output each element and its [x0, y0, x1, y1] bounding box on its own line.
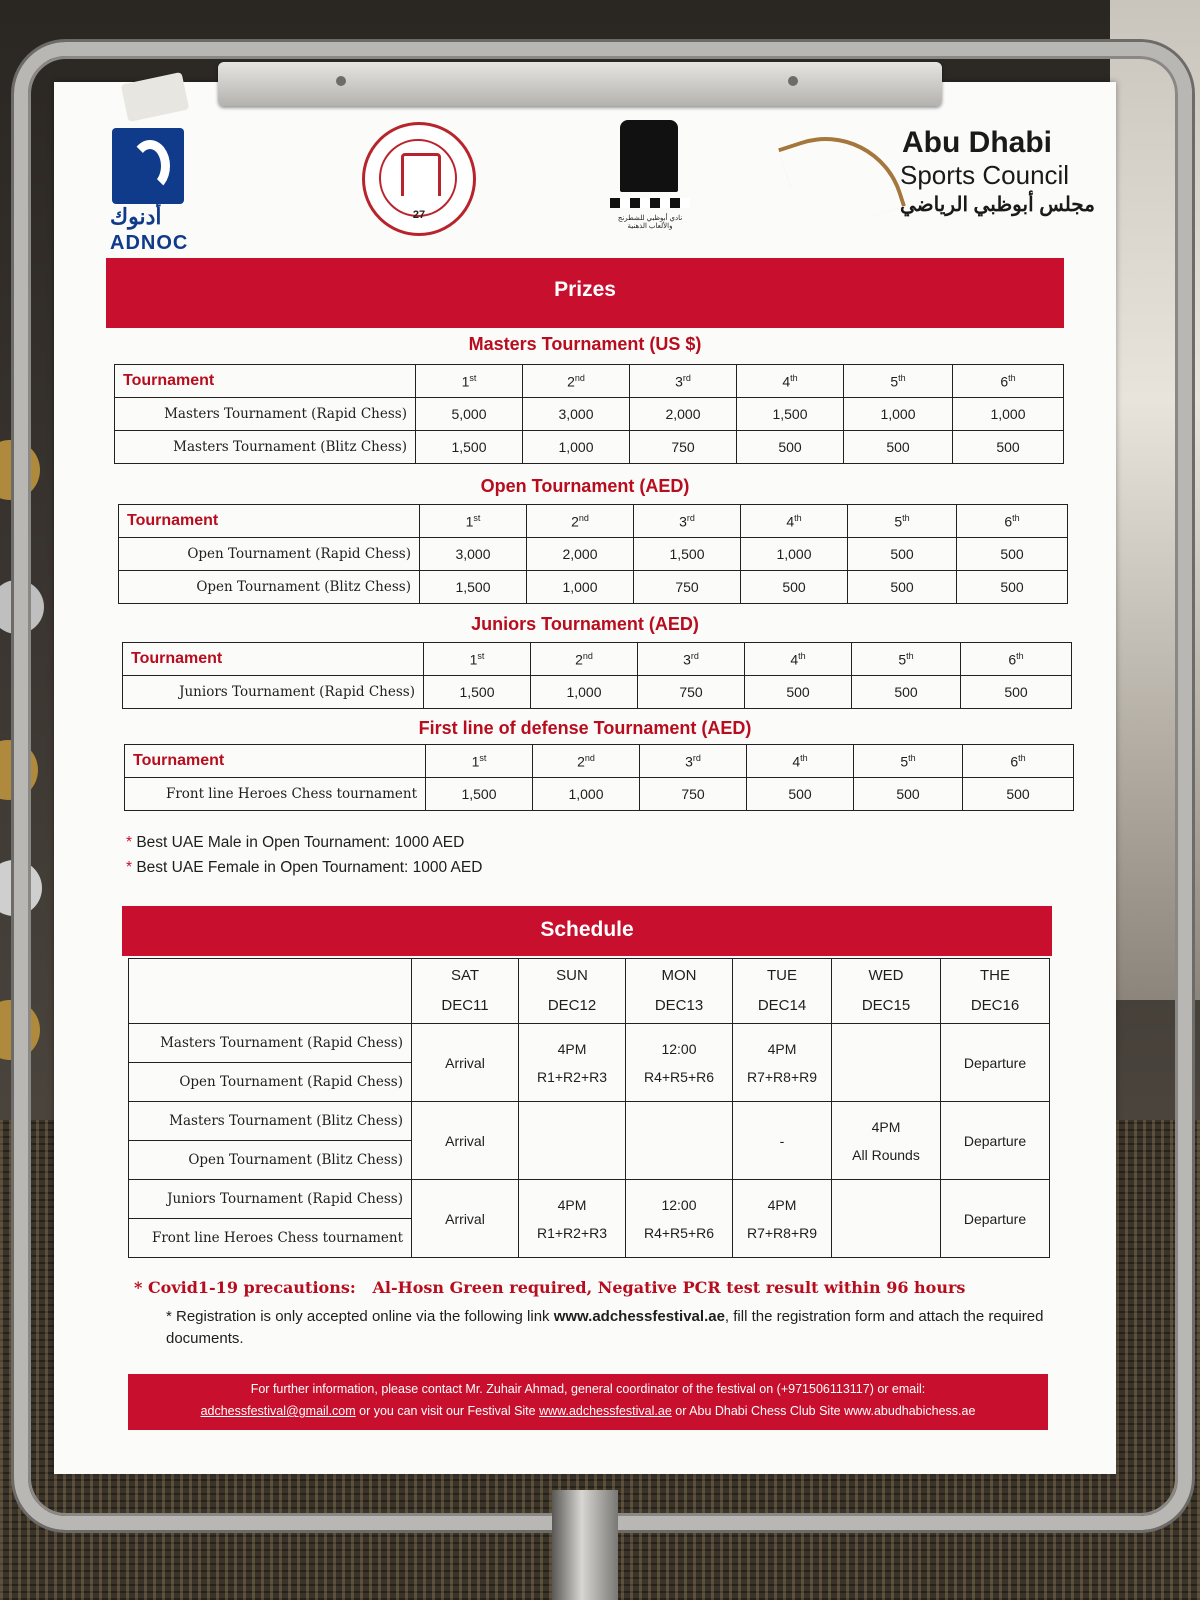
table-row: [125, 778, 1074, 811]
prize-amount: 500: [961, 676, 1072, 709]
contact-footer: [128, 1374, 1048, 1430]
schedule-cell: 4PM All Rounds: [832, 1102, 941, 1180]
prize-amount: 1,000: [531, 676, 638, 709]
place-header: 3rd: [638, 643, 745, 676]
prize-amount: 750: [640, 778, 747, 811]
day-header: TUE DEC14: [733, 959, 832, 1024]
prize-amount: 1,000: [527, 571, 634, 604]
prize-amount: 750: [634, 571, 741, 604]
schedule-cell: 12:00 R4+R5+R6: [626, 1024, 733, 1102]
prize-amount: 1,500: [737, 398, 844, 431]
schedule-cell: 4PM R1+R2+R3: [519, 1180, 626, 1258]
prize-table: [124, 744, 1074, 811]
prize-amount: 1,500: [416, 431, 523, 464]
row-label: Front line Heroes Chess tournament: [125, 778, 426, 811]
schedule-cell: [832, 1180, 941, 1258]
tournament-column-header: Tournament: [119, 505, 420, 538]
schedule-cell: [519, 1102, 626, 1180]
prize-table-title: Open Tournament (AED): [480, 476, 690, 496]
place-header: 5th: [844, 365, 953, 398]
prizes-header: Prizes: [106, 258, 1064, 328]
schedule-cell: Departure: [941, 1024, 1050, 1102]
schedule-cell: Departure: [941, 1180, 1050, 1258]
schedule-cell: Arrival: [412, 1102, 519, 1180]
prize-amount: 3,000: [420, 538, 527, 571]
schedule-cell: 4PM R1+R2+R3: [519, 1024, 626, 1102]
tournament-column-header: Tournament: [123, 643, 424, 676]
table-row: [129, 1102, 1050, 1141]
row-label: Juniors Tournament (Rapid Chess): [123, 676, 424, 709]
schedule-row-label: Open Tournament (Blitz Chess): [129, 1141, 412, 1180]
place-header: 2nd: [533, 745, 640, 778]
prize-header-row: [119, 505, 1068, 538]
place-header: 3rd: [630, 365, 737, 398]
prize-amount: 500: [747, 778, 854, 811]
prize-table-title: Juniors Tournament (AED): [471, 614, 699, 634]
place-header: 5th: [852, 643, 961, 676]
place-header: 1st: [416, 365, 523, 398]
covid-notice: [134, 1278, 965, 1297]
day-header: THE DEC16: [941, 959, 1050, 1024]
place-header: 2nd: [527, 505, 634, 538]
prize-table: [122, 642, 1072, 709]
place-header: 4th: [745, 643, 852, 676]
tournament-column-header: Tournament: [115, 365, 416, 398]
prize-amount: 1,000: [533, 778, 640, 811]
table-row: [119, 571, 1068, 604]
prize-amount: 2,000: [630, 398, 737, 431]
schedule-row-label: Masters Tournament (Blitz Chess): [129, 1102, 412, 1141]
place-header: 2nd: [523, 365, 630, 398]
prize-amount: 1,500: [420, 571, 527, 604]
row-label: Masters Tournament (Blitz Chess): [115, 431, 416, 464]
prize-amount: 500: [953, 431, 1064, 464]
place-header: 4th: [747, 745, 854, 778]
sports-council-subtitle: Sports Council: [900, 160, 1070, 190]
sports-council-title: Abu Dhabi: [902, 126, 1052, 159]
prize-amount: 750: [638, 676, 745, 709]
place-header: 6th: [957, 505, 1068, 538]
place-header: 2nd: [531, 643, 638, 676]
row-label: Open Tournament (Blitz Chess): [119, 571, 420, 604]
covid-label: * Covid1-19 precautions:: [134, 1278, 356, 1297]
schedule-row-label: Open Tournament (Rapid Chess): [129, 1063, 412, 1102]
prize-amount: 500: [957, 538, 1068, 571]
prize-header-row: [125, 745, 1074, 778]
adnoc-arabic: أدنوك: [110, 204, 162, 229]
table-row: [129, 1024, 1050, 1063]
chess-club-caption: نادي أبوظبي للشطرنج والألعاب الذهنية: [617, 215, 683, 230]
note-male: * Best UAE Male in Open Tournament: 1000 AED: [126, 834, 465, 851]
place-header: 3rd: [634, 505, 741, 538]
prize-amount: 500: [844, 431, 953, 464]
prize-amount: 500: [848, 538, 957, 571]
schedule-row-label: Masters Tournament (Rapid Chess): [129, 1024, 412, 1063]
sign-stand-pole: [552, 1490, 618, 1600]
footer-line1: For further information, please contact Mr. Zuhair Ahmad, general coordinator of the festival on (+971506113117) or email:: [250, 1382, 926, 1396]
schedule-row-label: Juniors Tournament (Rapid Chess): [129, 1180, 412, 1219]
place-header: 6th: [953, 365, 1064, 398]
tournament-column-header: Tournament: [125, 745, 426, 778]
prize-amount: 500: [745, 676, 852, 709]
place-header: 5th: [854, 745, 963, 778]
swoosh-icon: [778, 116, 906, 238]
prize-amount: 3,000: [523, 398, 630, 431]
schedule-row-label: Front line Heroes Chess tournament: [129, 1219, 412, 1258]
schedule-table: [128, 958, 1050, 1258]
adnoc-wordmark: ADNOC: [110, 232, 189, 254]
prize-amount: 500: [852, 676, 961, 709]
prize-amount: 500: [741, 571, 848, 604]
prize-header-row: [115, 365, 1064, 398]
prize-amount: 1,000: [953, 398, 1064, 431]
covid-text: Al-Hosn Green required, Negative PCR test result within 96 hours: [372, 1278, 966, 1297]
schedule-cell: 4PM R7+R8+R9: [733, 1180, 832, 1258]
day-header: MON DEC13: [626, 959, 733, 1024]
prize-amount: 2,000: [527, 538, 634, 571]
prize-table-title: First line of defense Tournament (AED): [418, 718, 752, 738]
registration-link[interactable]: www.adchessfestival.ae: [553, 1308, 725, 1325]
prize-table: [114, 364, 1064, 464]
poster: [54, 82, 1116, 1474]
place-header: 5th: [848, 505, 957, 538]
prize-amount: 1,000: [844, 398, 953, 431]
footer-line2: adchessfestival@gmail.com or you can visit our Festival Site www.adchessfestival.ae or Abu Dhabi Chess Club Site www.abudhabichess.ae: [200, 1404, 976, 1418]
row-label: Masters Tournament (Rapid Chess): [115, 398, 416, 431]
registration-note: * Registration is only accepted online via the following link www.adchessfestival.ae, fill the registration form and attach the required documents.: [166, 1308, 1044, 1347]
place-header: 1st: [420, 505, 527, 538]
prize-amount: 5,000: [416, 398, 523, 431]
prize-amount: 750: [630, 431, 737, 464]
place-header: 3rd: [640, 745, 747, 778]
schedule-cell: 4PM R7+R8+R9: [733, 1024, 832, 1102]
schedule-cell: -: [733, 1102, 832, 1180]
schedule-header-row: [129, 959, 1050, 1024]
place-header: 6th: [961, 643, 1072, 676]
prize-amount: 500: [957, 571, 1068, 604]
empty-corner-cell: [129, 959, 412, 1024]
table-row: [123, 676, 1072, 709]
festival-number: 27: [412, 209, 426, 221]
schedule-cell: [832, 1024, 941, 1102]
day-header: WED DEC15: [832, 959, 941, 1024]
chess-festival-seal: [362, 122, 476, 236]
place-header: 6th: [963, 745, 1074, 778]
prize-amount: 1,500: [426, 778, 533, 811]
chess-club-logo: [610, 118, 690, 236]
prize-amount: 1,500: [634, 538, 741, 571]
sports-council-arabic: مجلس أبوظبي الرياضي: [900, 194, 1095, 216]
prize-amount: 1,500: [424, 676, 531, 709]
place-header: 4th: [741, 505, 848, 538]
table-row: [115, 398, 1064, 431]
schedule-cell: [626, 1102, 733, 1180]
rook-icon: [620, 120, 678, 192]
prize-amount: 1,000: [741, 538, 848, 571]
schedule-cell: Departure: [941, 1102, 1050, 1180]
day-header: SUN DEC12: [519, 959, 626, 1024]
table-row: [119, 538, 1068, 571]
table-row: [115, 431, 1064, 464]
prize-table: [118, 504, 1068, 604]
prize-amount: 1,000: [523, 431, 630, 464]
prize-amount: 500: [737, 431, 844, 464]
place-header: 4th: [737, 365, 844, 398]
prize-table-title: Masters Tournament (US $): [468, 334, 702, 354]
footer-site-link[interactable]: www.adchessfestival.ae: [539, 1404, 672, 1418]
prize-amount: 500: [848, 571, 957, 604]
top-clip: [218, 62, 942, 106]
row-label: Open Tournament (Rapid Chess): [119, 538, 420, 571]
prize-amount: 500: [854, 778, 963, 811]
footer-email-link[interactable]: adchessfestival@gmail.com: [200, 1404, 356, 1418]
table-row: [129, 1180, 1050, 1219]
prize-amount: 500: [963, 778, 1074, 811]
tower-icon: [401, 153, 441, 196]
schedule-cell: 12:00 R4+R5+R6: [626, 1180, 733, 1258]
schedule-cell: Arrival: [412, 1024, 519, 1102]
schedule-header: Schedule: [122, 906, 1052, 956]
place-header: 1st: [424, 643, 531, 676]
prize-header-row: [123, 643, 1072, 676]
schedule-cell: Arrival: [412, 1180, 519, 1258]
note-female: * Best UAE Female in Open Tournament: 1000 AED: [126, 859, 483, 876]
place-header: 1st: [426, 745, 533, 778]
day-header: SAT DEC11: [412, 959, 519, 1024]
